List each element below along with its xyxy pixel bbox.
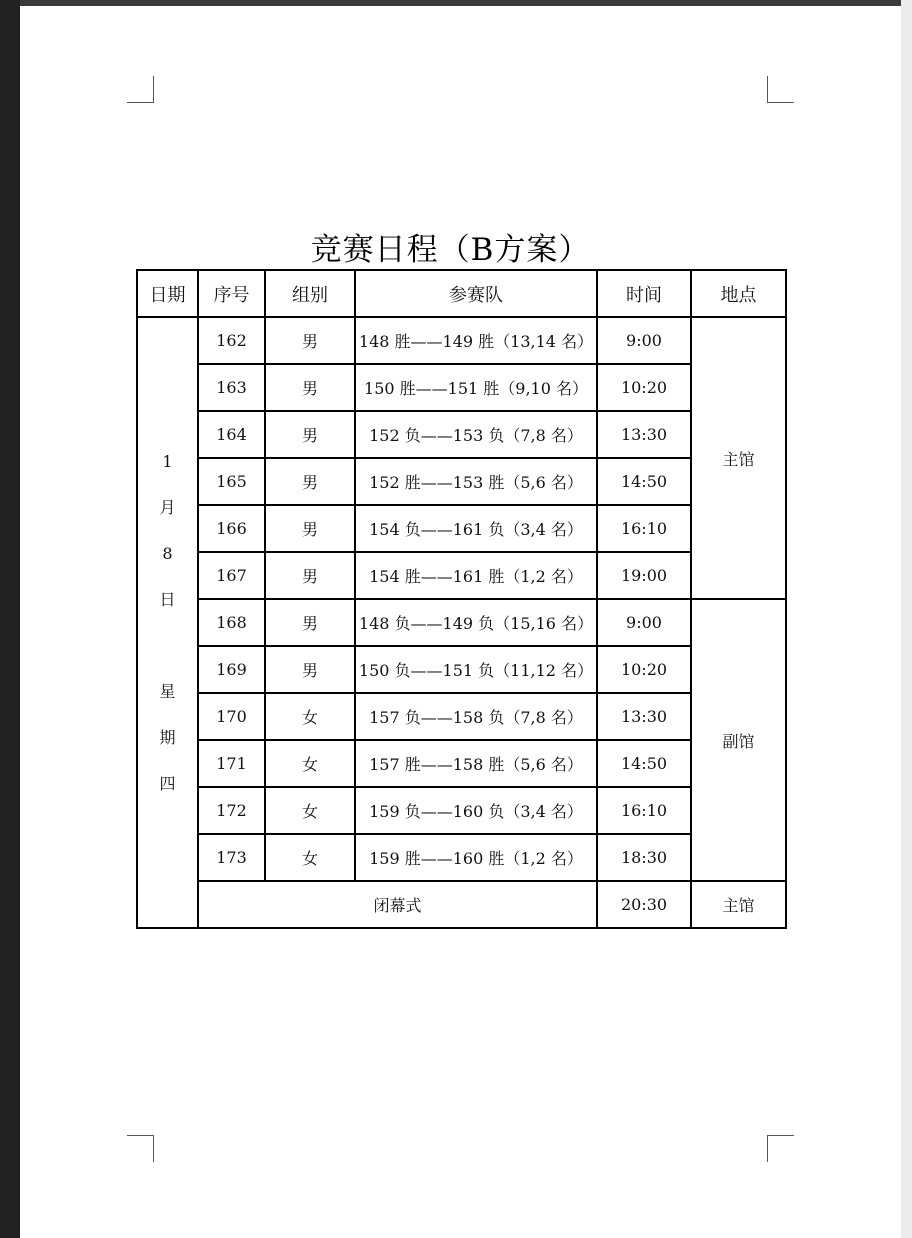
date-char: 1 xyxy=(162,451,173,471)
time-cell: 9:00 xyxy=(597,317,691,364)
closing-row xyxy=(137,881,786,928)
venue-main-cell: 主馆 xyxy=(691,317,786,599)
group-cell: 男 xyxy=(265,458,355,505)
seq-cell: 168 xyxy=(198,599,265,646)
teams-cell: 154 负——161 负（3,4 名） xyxy=(355,505,597,552)
date-char: 月 xyxy=(159,497,176,517)
table-row xyxy=(137,693,786,740)
table-row xyxy=(137,787,786,834)
group-cell: 男 xyxy=(265,317,355,364)
crop-mark-bottom-left xyxy=(127,1135,154,1162)
crop-mark-top-left xyxy=(127,76,154,103)
date-char: 8 xyxy=(162,543,173,563)
teams-cell: 157 胜——158 胜（5,6 名） xyxy=(355,740,597,787)
group-cell: 男 xyxy=(265,505,355,552)
teams-cell: 154 胜——161 胜（1,2 名） xyxy=(355,552,597,599)
date-char: 四 xyxy=(159,773,176,793)
table-row xyxy=(137,740,786,787)
vertical-scrollbar[interactable] xyxy=(901,0,912,1238)
page-title: 竞赛日程（B方案） xyxy=(310,232,591,268)
group-cell: 女 xyxy=(265,740,355,787)
closing-venue: 主馆 xyxy=(691,881,786,928)
seq-cell: 167 xyxy=(198,552,265,599)
time-cell: 16:10 xyxy=(597,505,691,552)
closing-label: 闭幕式 xyxy=(198,881,597,928)
venue-secondary-cell: 副馆 xyxy=(691,599,786,881)
seq-cell: 173 xyxy=(198,834,265,881)
time-cell: 13:30 xyxy=(597,693,691,740)
header-teams: 参赛队 xyxy=(355,270,597,317)
header-group: 组别 xyxy=(265,270,355,317)
seq-cell: 170 xyxy=(198,693,265,740)
seq-cell: 169 xyxy=(198,646,265,693)
date-char xyxy=(138,623,197,669)
teams-cell: 148 负——149 负（15,16 名） xyxy=(355,599,597,646)
header-venue: 地点 xyxy=(691,270,786,317)
group-cell: 女 xyxy=(265,787,355,834)
date-char: 星 xyxy=(159,681,176,701)
seq-cell: 163 xyxy=(198,364,265,411)
table-row xyxy=(137,599,786,646)
time-cell: 13:30 xyxy=(597,411,691,458)
teams-cell: 150 负——151 负（11,12 名） xyxy=(355,646,597,693)
header-date: 日期 xyxy=(137,270,198,317)
table-row xyxy=(137,458,786,505)
seq-cell: 166 xyxy=(198,505,265,552)
group-cell: 女 xyxy=(265,693,355,740)
table-row xyxy=(137,646,786,693)
teams-cell: 159 负——160 负（3,4 名） xyxy=(355,787,597,834)
time-cell: 10:20 xyxy=(597,364,691,411)
date-char: 期 xyxy=(159,727,176,747)
crop-mark-top-right xyxy=(767,76,794,103)
header-row xyxy=(137,270,786,317)
header-seq: 序号 xyxy=(198,270,265,317)
teams-cell: 157 负——158 负（7,8 名） xyxy=(355,693,597,740)
table-row xyxy=(137,505,786,552)
date-cell xyxy=(137,317,198,928)
teams-cell: 152 负——153 负（7,8 名） xyxy=(355,411,597,458)
group-cell: 男 xyxy=(265,552,355,599)
closing-time: 20:30 xyxy=(597,881,691,928)
crop-mark-bottom-right xyxy=(767,1135,794,1162)
time-cell: 14:50 xyxy=(597,740,691,787)
seq-cell: 165 xyxy=(198,458,265,505)
group-cell: 男 xyxy=(265,411,355,458)
teams-cell: 148 胜——149 胜（13,14 名） xyxy=(355,317,597,364)
group-cell: 男 xyxy=(265,646,355,693)
seq-cell: 164 xyxy=(198,411,265,458)
group-cell: 男 xyxy=(265,599,355,646)
teams-cell: 150 胜——151 胜（9,10 名） xyxy=(355,364,597,411)
group-cell: 男 xyxy=(265,364,355,411)
header-time: 时间 xyxy=(597,270,691,317)
table-row xyxy=(137,411,786,458)
seq-cell: 172 xyxy=(198,787,265,834)
table-row xyxy=(137,834,786,881)
table-row xyxy=(137,317,786,364)
seq-cell: 162 xyxy=(198,317,265,364)
time-cell: 16:10 xyxy=(597,787,691,834)
left-gutter xyxy=(0,0,20,1238)
teams-cell: 152 胜——153 胜（5,6 名） xyxy=(355,458,597,505)
schedule-table xyxy=(136,269,787,929)
seq-cell: 171 xyxy=(198,740,265,787)
time-cell: 9:00 xyxy=(597,599,691,646)
time-cell: 19:00 xyxy=(597,552,691,599)
time-cell: 18:30 xyxy=(597,834,691,881)
time-cell: 14:50 xyxy=(597,458,691,505)
date-char: 日 xyxy=(159,589,176,609)
table-row xyxy=(137,552,786,599)
time-cell: 10:20 xyxy=(597,646,691,693)
table-row xyxy=(137,364,786,411)
document-page xyxy=(20,6,901,1238)
teams-cell: 159 胜——160 胜（1,2 名） xyxy=(355,834,597,881)
group-cell: 女 xyxy=(265,834,355,881)
